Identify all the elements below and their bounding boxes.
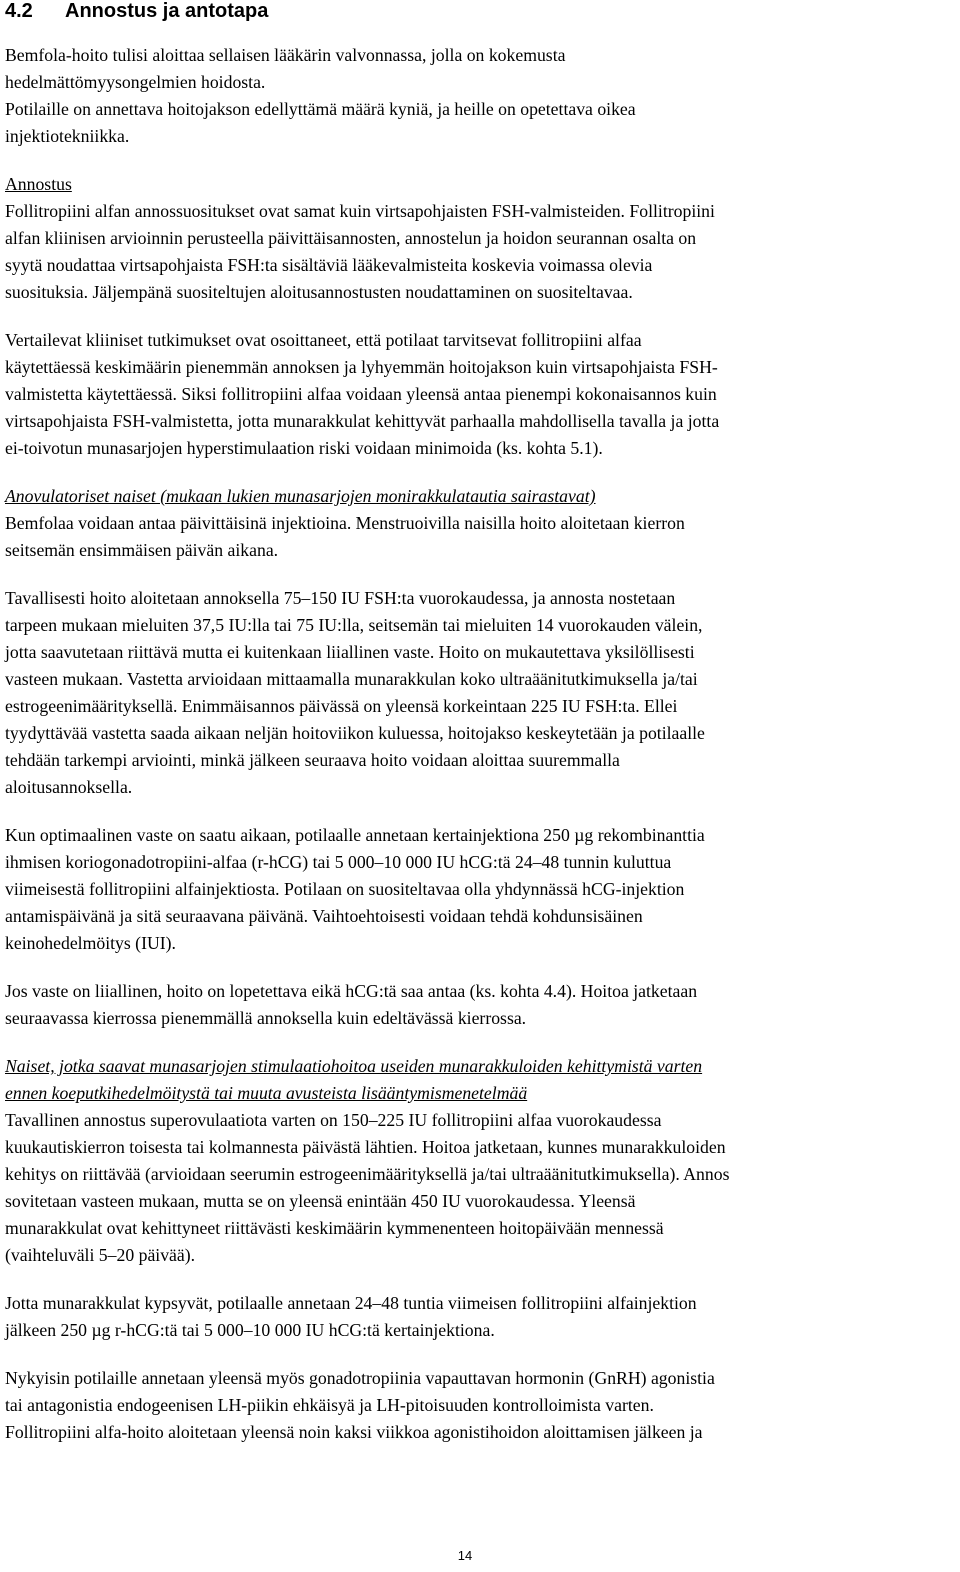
page-number: 14 [457, 1548, 473, 1563]
section-number: 4.2 [5, 0, 33, 22]
text-line: Bemfolaa voidaan antaa päivittäisinä injektioina. Menstruoivilla naisilla hoito aloitetaan kierron [5, 513, 685, 533]
paragraph-intro [5, 42, 955, 150]
text-line: seitsemän ensimmäisen päivän aikana. [5, 540, 279, 560]
document-page [5, 0, 955, 1467]
text-line: antamispäivänä ja sitä seuraavana päivänä. Vaihtoehtoisesti voidaan tehdä kohdunsisäinen [5, 906, 643, 926]
subheading-anovulatory: Anovulatoriset naiset (mukaan lukien munasarjojen monirakkulatautia sairastavat) [5, 486, 596, 506]
subheading-superovulation: Naiset, jotka saavat munasarjojen stimulaatiohoitoa useiden munarakkuloiden kehittymistä varten [5, 1056, 703, 1076]
text-line: keinohedelmöitys (IUI). [5, 933, 176, 953]
paragraph-comparative-studies [5, 327, 955, 462]
text-line: käytettäessä keskimäärin pienemmän annoksen ja lyhyemmän hoitojakson kuin virtsapohjaista FSH- [5, 357, 718, 377]
paragraph-usual-dosing [5, 585, 955, 801]
text-line: munarakkulat ovat kehittyneet riittävästi keskimäärin kymmenenteen hoitopäivään mennessä [5, 1218, 664, 1238]
text-line: tai antagonistia endogeenisen LH-piikin ehkäisyä ja LH-pitoisuuden kontrolloimista varten. [5, 1395, 654, 1415]
text-line: (vaihteluväli 5–20 päivää). [5, 1245, 196, 1265]
text-line: tehdään tarkempi arviointi, minkä jälkeen seuraava hoito voidaan aloittaa suuremmalla [5, 750, 620, 770]
text-line: vasteen mukaan. Vastetta arvioidaan mittaamalla munarakkulan koko ultraäänitutkimuksella ja/tai [5, 669, 698, 689]
text-line: Follitropiini alfan annossuositukset ovat samat kuin virtsapohjaisten FSH-valmisteiden. Follitropiini [5, 201, 715, 221]
text-line: Jotta munarakkulat kypsyvät, potilaalle annetaan 24–48 tuntia viimeisen follitropiini alfainjektion [5, 1293, 697, 1313]
text-line: alfan kliinisen arvioinnin perusteella päivittäisannosten, annostelun ja hoidon seurannan osalta on [5, 228, 697, 248]
text-line: Jos vaste on liiallinen, hoito on lopetettava eikä hCG:tä saa antaa (ks. kohta 4.4). Hoitoa jatketaan [5, 981, 698, 1001]
paragraph-annostus [5, 171, 955, 306]
text-line: ihmisen koriogonadotropiini-alfaa (r-hCG) tai 5 000–10 000 IU hCG:tä 24–48 tunnin kuluttua [5, 852, 672, 872]
section-title: Annostus ja antotapa [65, 0, 269, 22]
text-line: aloitusannoksella. [5, 777, 133, 797]
text-line: Kun optimaalinen vaste on saatu aikaan, potilaalle annetaan kertainjektiona 250 µg rekombinanttia [5, 825, 705, 845]
paragraph-superovulation [5, 1053, 955, 1269]
text-line: syytä noudattaa virtsapohjaista FSH:ta sisältäviä lääkevalmisteita koskevia voimassa olevia [5, 255, 653, 275]
text-line: estrogeenimäärityksellä. Enimmäisannos päivässä on yleensä korkeintaan 225 IU FSH:ta. Ellei [5, 696, 678, 716]
text-line: virtsapohjaista FSH-valmistetta, jotta munarakkulat kehittyvät parhaalla mahdollisella tavalla ja jotta [5, 411, 720, 431]
text-line: Tavallisesti hoito aloitetaan annoksella 75–150 IU FSH:ta vuorokaudessa, ja annosta nostetaan [5, 588, 676, 608]
text-line: ei-toivotun munasarjojen hyperstimulaation riski voidaan minimoida (ks. kohta 5.1). [5, 438, 603, 458]
text-line: suosituksia. Jäljempänä suositeltujen aloitusannostusten noudattaminen on suositeltavaa. [5, 282, 633, 302]
text-line: jälkeen 250 µg r-hCG:tä tai 5 000–10 000 IU hCG:tä kertainjektiona. [5, 1320, 495, 1340]
paragraph-optimal-response [5, 822, 955, 957]
text-line: kehitys on riittävää (arvioidaan seerumin estrogeenimäärityksellä ja/tai ultraäänitutkimuksella). Annos [5, 1164, 730, 1184]
text-line: hedelmättömyysongelmien hoidosta. [5, 72, 266, 92]
text-line: kuukautiskierron toisesta tai kolmannesta päivästä lähtien. Hoitoa jatketaan, kunnes munarakkuloiden [5, 1137, 726, 1157]
paragraph-maturation [5, 1290, 955, 1344]
text-line: Follitropiini alfa-hoito aloitetaan yleensä noin kaksi viikkoa agonistihoidon aloittamisen jälkeen ja [5, 1422, 703, 1442]
text-line: seuraavassa kierrossa pienemmällä annoksella kuin edeltävässä kierrossa. [5, 1008, 527, 1028]
paragraph-anovulatory [5, 483, 955, 564]
paragraph-gnrh [5, 1365, 955, 1446]
text-line: tarpeen mukaan mieluiten 37,5 IU:lla tai 75 IU:lla, seitsemän tai mieluiten 14 vuorokauden välein, [5, 615, 703, 635]
text-line: Tavallinen annostus superovulaatiota varten on 150–225 IU follitropiini alfaa vuorokaudessa [5, 1110, 662, 1130]
section-heading [5, 0, 955, 22]
subheading-superovulation: ennen koeputkihedelmöitystä tai muuta avusteista lisääntymismenetelmää [5, 1083, 528, 1103]
text-line: jotta saavutetaan riittävä mutta ei kuitenkaan liiallinen vaste. Hoito on mukautettava yksilöllisesti [5, 642, 695, 662]
subheading-annostus: Annostus [5, 174, 72, 194]
text-line: Nykyisin potilaille annetaan yleensä myös gonadotropiinia vapauttavan hormonin (GnRH) agonistia [5, 1368, 715, 1388]
text-line: Potilaille on annettava hoitojakson edellyttämä määrä kyniä, ja heille on opetettava oikea [5, 99, 636, 119]
text-line: injektiotekniikka. [5, 126, 130, 146]
text-line: Vertailevat kliiniset tutkimukset ovat osoittaneet, että potilaat tarvitsevat follitropiini alfaa [5, 330, 642, 350]
text-line: sovitetaan vasteen mukaan, mutta se on yleensä enintään 450 IU vuorokaudessa. Yleensä [5, 1191, 636, 1211]
text-line: valmistetta käytettäessä. Siksi follitropiini alfaa voidaan yleensä antaa pienempi kokonaisannos kuin [5, 384, 717, 404]
text-line: tyydyttävää vastetta saada aikaan neljän hoitoviikon kuluessa, hoitojakso keskeytetään ja potilaalle [5, 723, 705, 743]
text-line: viimeisestä follitropiini alfainjektiosta. Potilaan on suositeltavaa olla yhdynnässä hCG-injektion [5, 879, 685, 899]
paragraph-excessive-response [5, 978, 955, 1032]
text-line: Bemfola-hoito tulisi aloittaa sellaisen lääkärin valvonnassa, jolla on kokemusta [5, 45, 566, 65]
